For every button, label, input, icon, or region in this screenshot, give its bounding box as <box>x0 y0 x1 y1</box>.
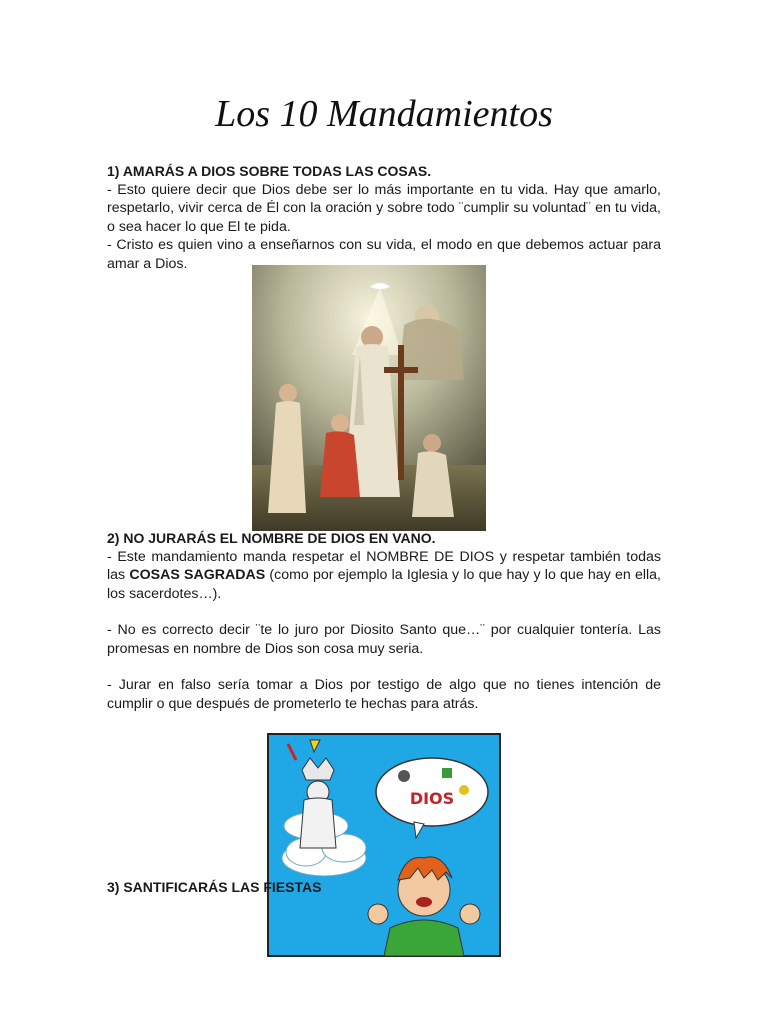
section-2-text-b: (como por ejemplo la Iglesia y lo que hay y lo que hay en ella, los sacerdotes…). <box>107 567 661 602</box>
section-2-paragraph-2: - No es correcto decir ¨te lo juro por Diosito Santo que…¨ por cualquier tontería. Las promesas en nombre de Dios son cosa muy seria. <box>107 622 661 657</box>
section-1-heading: 1) AMARÁS A DIOS SOBRE TODAS LAS COSAS. <box>107 163 432 179</box>
section-1-paragraph-1: - Esto quiere decir que Dios debe ser lo más importante en tu vida. Hay que amarlo, respetarlo, vivir cerca de Él con la oración y sobre todo ¨cumplir su voluntad¨ en tu vida, o sea hacer lo que El te pida. <box>107 181 661 235</box>
page-title: Los 10 Mandamientos <box>215 93 553 135</box>
section-2-heading: 2) NO JURARÁS EL NOMBRE DE DIOS EN VANO. <box>107 530 436 546</box>
section-1-paragraph-2: - Cristo es quien vino a enseñarnos con su vida, el modo en que debemos actuar para amar a Dios. <box>107 237 661 272</box>
section-2-text-a: - Este mandamiento manda respetar el NOMBRE DE DIOS y respetar también todas las <box>107 548 661 583</box>
comic-illustration <box>264 730 504 968</box>
section-2-bold-text: COSAS SAGRADAS <box>129 567 266 583</box>
section-2-paragraph-1 <box>107 548 661 604</box>
speech-bubble-text: DIOS <box>409 789 455 808</box>
jesus-with-children-illustration <box>252 265 486 531</box>
section-3-heading: 3) SANTIFICARÁS LAS FIESTAS <box>107 879 322 895</box>
section-1 <box>107 162 661 273</box>
section-2-paragraph-3: - Jurar en falso sería tomar a Dios por testigo de algo que no tienes intención de cumplir o que después de prometerlo te hechas para atrás. <box>107 677 661 712</box>
section-2 <box>107 529 661 713</box>
